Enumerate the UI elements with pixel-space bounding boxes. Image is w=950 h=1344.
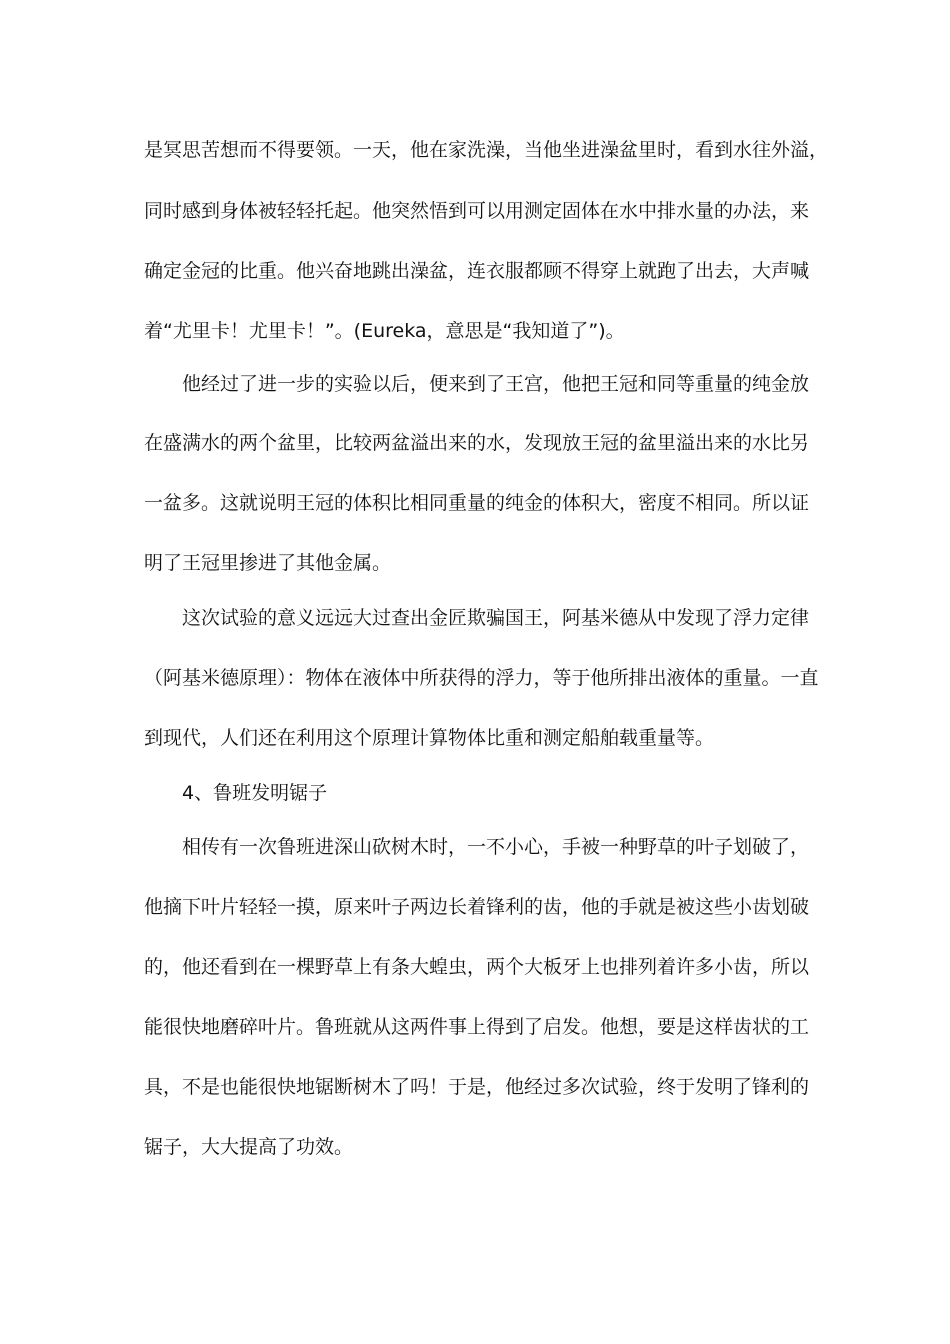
paragraph-line: 的，他还看到在一棵野草上有条大蝗虫，两个大板牙上也排列着许多小齿，所以: [144, 956, 810, 978]
paragraph-line: 在盛满水的两个盆里，比较两盆溢出来的水，发现放王冠的盆里溢出来的水比另: [144, 432, 810, 454]
paragraph-line: 明了王冠里掺进了其他金属。: [144, 552, 392, 574]
paragraph-line: 到现代，人们还在利用这个原理计算物体比重和测定船舶载重量等。: [144, 727, 715, 749]
paragraph-line: 他摘下叶片轻轻一摸，原来叶子两边长着锋利的齿，他的手就是被这些小齿划破: [144, 896, 810, 918]
paragraph-line: 同时感到身体被轻轻托起。他突然悟到可以用测定固体在水中排水量的办法，来: [144, 200, 810, 222]
paragraph-line: 是冥思苦想而不得要领。一天，他在家洗澡，当他坐进澡盆里时，看到水往外溢，: [144, 139, 829, 161]
paragraph-line: 具，不是也能很快地锯断树木了吗！于是，他经过多次试验，终于发明了锋利的: [144, 1076, 810, 1098]
paragraph-line: 能很快地磨碎叶片。鲁班就从这两件事上得到了启发。他想，要是这样齿状的工: [144, 1016, 810, 1038]
paragraph-line: 他经过了进一步的实验以后，便来到了王宫，他把王冠和同等重量的纯金放: [182, 373, 810, 395]
paragraph-line: （阿基米德原理）：物体在液体中所获得的浮力，等于他所排出液体的重量。一直: [144, 667, 819, 689]
section-heading: 4、鲁班发明锯子: [182, 782, 328, 804]
paragraph-line: 着“尤里卡！尤里卡！”。(Eureka，意思是“我知道了”)。: [144, 320, 625, 342]
paragraph-line: 这次试验的意义远远大过查出金匠欺骗国王，阿基米德从中发现了浮力定律: [182, 607, 810, 629]
paragraph-line: 确定金冠的比重。他兴奋地跳出澡盆，连衣服都顾不得穿上就跑了出去，大声喊: [144, 260, 810, 282]
paragraph-line: 一盆多。这就说明王冠的体积比相同重量的纯金的体积大，密度不相同。所以证: [144, 492, 810, 514]
paragraph-line: 锯子，大大提高了功效。: [144, 1136, 354, 1158]
paragraph-line: 相传有一次鲁班进深山砍树木时，一不小心，手被一种野草的叶子划破了，: [182, 836, 810, 858]
